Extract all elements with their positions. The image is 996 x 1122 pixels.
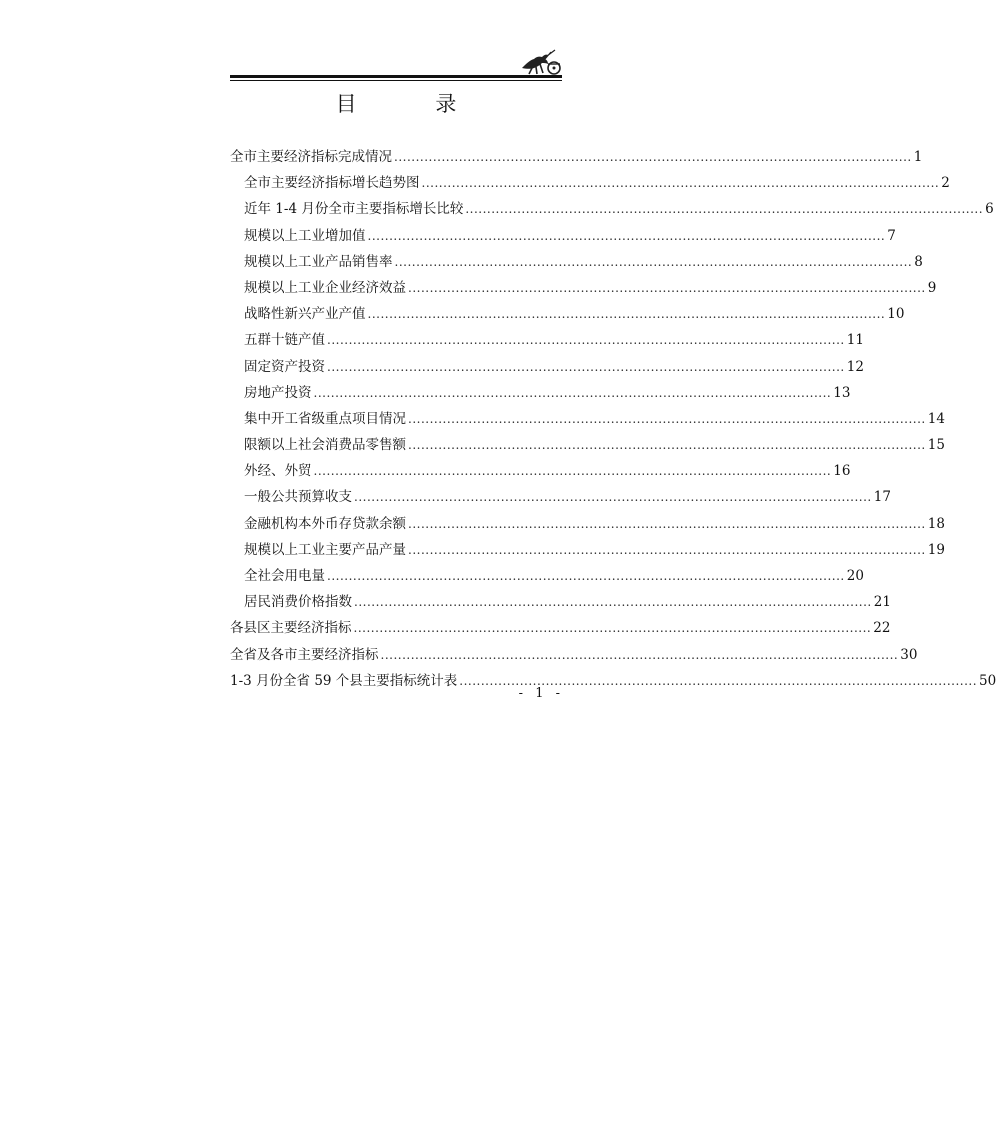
toc-dot-leader: ........................................................................................................................ — [354, 595, 872, 610]
toc-entry[interactable] — [230, 511, 945, 537]
toc-entry-page: 12 — [846, 358, 864, 375]
toc-entry[interactable] — [230, 301, 905, 327]
toc-entry[interactable] — [230, 170, 950, 196]
toc-dot-leader: ........................................................................................................................ — [394, 254, 913, 269]
toc-entry-page: 14 — [927, 410, 945, 427]
toc-entry-page: 50 — [979, 672, 996, 689]
toc-entry[interactable] — [230, 249, 923, 275]
toc-entry-page: 17 — [873, 489, 891, 506]
toc-entry[interactable] — [230, 432, 945, 458]
toc-dot-leader: ........................................................................................................................ — [465, 202, 984, 217]
toc-entry-label: 外经、外贸 — [244, 463, 312, 480]
toc-entry-label: 全省及各市主要经济指标 — [230, 646, 379, 663]
toc-entry[interactable] — [230, 589, 891, 615]
toc-entry-label: 近年 1-4 月份全市主要指标增长比较 — [244, 201, 464, 218]
toc-entry-page: 16 — [833, 463, 851, 480]
toc-dot-leader: ........................................................................................................................ — [313, 385, 832, 400]
toc-entry-page: 18 — [927, 515, 945, 532]
toc-entry-page: 1 — [913, 149, 923, 165]
toc-entry-page: 8 — [914, 253, 923, 270]
toc-dot-leader: ........................................................................................................................ — [408, 280, 926, 295]
toc-dot-leader: ........................................................................................................................ — [327, 359, 845, 374]
toc-entry-label: 房地产投资 — [244, 384, 312, 401]
toc-entry[interactable] — [230, 144, 923, 170]
toc-entry-label: 一般公共预算收支 — [244, 489, 352, 506]
toc-entry-label: 五群十链产值 — [244, 332, 325, 349]
toc-entry-page: 22 — [873, 620, 891, 637]
toc-dot-leader: ........................................................................................................................ — [327, 569, 845, 583]
toc-dot-leader: ........................................................................................................................ — [313, 464, 832, 479]
toc-entry[interactable] — [230, 380, 851, 406]
toc-dot-leader: ........................................................................................................................ — [408, 542, 926, 557]
toc-entry-page: 21 — [873, 594, 891, 611]
toc-entry-page: 15 — [927, 437, 945, 454]
toc-dot-leader: ........................................................................................................................ — [380, 647, 899, 662]
toc-entry[interactable] — [230, 642, 918, 668]
horse-chariot-logo-icon — [518, 46, 564, 76]
toc-entry-page: 11 — [846, 332, 864, 349]
toc-entry-label: 全市主要经济指标增长趋势图 — [244, 175, 420, 192]
toc-entry-label: 各县区主要经济指标 — [230, 620, 352, 637]
toc-entry[interactable] — [230, 458, 851, 484]
toc-entry[interactable] — [230, 406, 945, 432]
toc-entry[interactable] — [230, 275, 937, 301]
toc-entry-page: 13 — [833, 384, 851, 401]
toc-entry-page: 6 — [985, 201, 994, 218]
toc-entry-label: 规模以上工业产品销售率 — [244, 253, 393, 270]
toc-dot-leader: ........................................................................................................................ — [408, 438, 926, 453]
toc-entry-label: 全社会用电量 — [244, 568, 325, 584]
toc-dot-leader: ........................................................................................................................ — [459, 673, 978, 688]
toc-dot-leader: ........................................................................................................................ — [408, 516, 926, 531]
toc-entry-page: 2 — [941, 175, 950, 192]
toc-entry-page: 7 — [887, 227, 896, 244]
toc-entry-page: 19 — [927, 541, 945, 558]
toc-entry-label: 限额以上社会消费品零售额 — [244, 437, 406, 454]
toc-entry[interactable] — [230, 223, 896, 249]
toc-entry-page: 9 — [927, 279, 937, 296]
toc-entry[interactable] — [230, 354, 864, 380]
toc-dot-leader: ........................................................................................................................ — [367, 228, 886, 243]
toc-entry[interactable] — [230, 484, 891, 510]
toc-dot-leader: ........................................................................................................................ — [394, 150, 912, 164]
toc-dot-leader: ........................................................................................................................ — [367, 307, 886, 322]
toc-entry-page: 10 — [887, 306, 905, 323]
page-number: - 1 - — [518, 686, 564, 701]
toc-entry[interactable] — [230, 563, 864, 589]
toc-entry-label: 固定资产投资 — [244, 358, 325, 375]
toc-entry-page: 20 — [846, 568, 864, 584]
toc-entry-label: 1-3 月份全省 59 个县主要指标统计表 — [230, 672, 458, 689]
toc-entry[interactable] — [230, 537, 945, 563]
page-title: 目 录 — [335, 92, 493, 116]
toc-entry-label: 居民消费价格指数 — [244, 594, 352, 611]
header-rule-thin — [230, 80, 562, 81]
table-of-contents — [230, 144, 996, 694]
toc-entry[interactable] — [230, 327, 864, 353]
toc-dot-leader: ........................................................................................................................ — [421, 176, 940, 191]
toc-entry-label: 全市主要经济指标完成情况 — [230, 149, 392, 165]
toc-dot-leader: ........................................................................................................................ — [408, 411, 926, 426]
toc-dot-leader: ........................................................................................................................ — [354, 490, 872, 505]
toc-entry-label: 规模以上工业主要产品产量 — [244, 541, 406, 558]
toc-entry-page: 30 — [900, 646, 918, 663]
toc-entry[interactable] — [230, 196, 994, 222]
toc-entry-label: 集中开工省级重点项目情况 — [244, 410, 406, 427]
toc-dot-leader: ........................................................................................................................ — [353, 621, 872, 636]
toc-entry-label: 规模以上工业增加值 — [244, 227, 366, 244]
header-rule — [230, 75, 562, 78]
toc-entry-label: 金融机构本外币存贷款余额 — [244, 515, 406, 532]
toc-entry-label: 战略性新兴产业产值 — [244, 306, 366, 323]
toc-entry-label: 规模以上工业企业经济效益 — [244, 279, 406, 296]
toc-entry[interactable] — [230, 615, 891, 641]
toc-dot-leader: ........................................................................................................................ — [327, 333, 845, 348]
